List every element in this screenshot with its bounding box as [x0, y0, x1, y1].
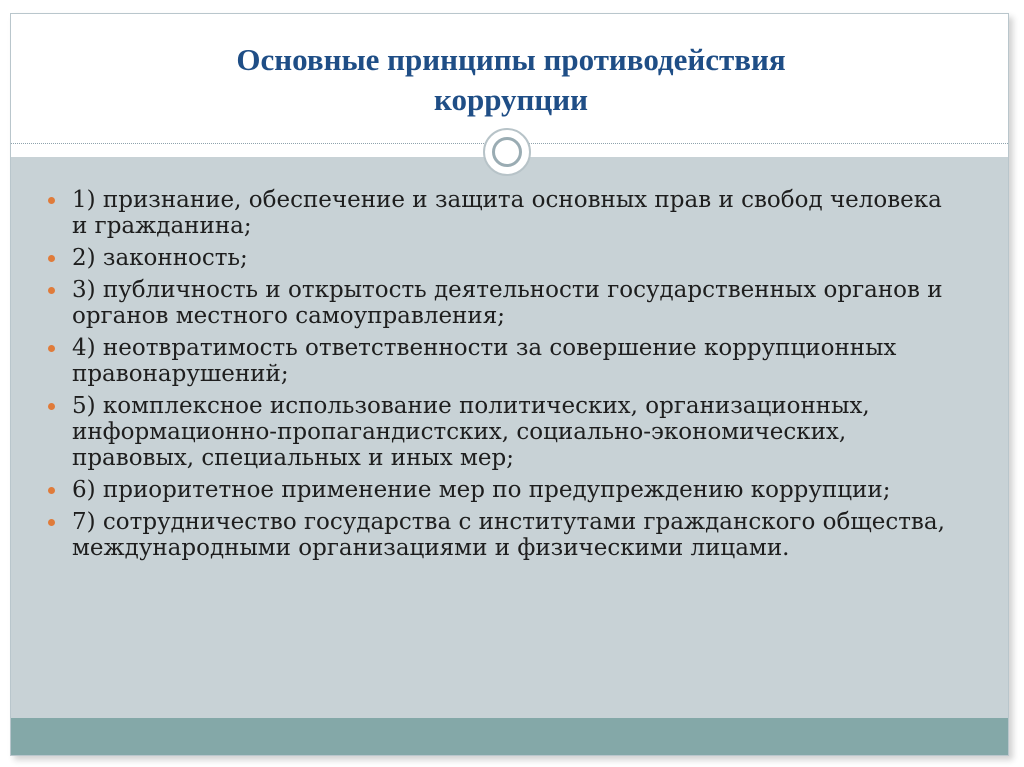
list-item [44, 477, 964, 503]
bullet-icon [48, 519, 55, 526]
list-item [44, 509, 964, 561]
slide-title-line-1: Основные принципы противодействия [236, 42, 786, 77]
list-item [44, 187, 964, 239]
slide-frame [10, 13, 1009, 756]
list-item-text: 6) приоритетное применение мер по предупреждению коррупции; [72, 477, 891, 503]
list-item-text: 2) законность; [72, 245, 248, 271]
bullet-icon [48, 197, 55, 204]
list-item-text: 5) комплексное использование политических, организационных, информационно-пропагандистских, социально-экономических, правовых, специальных и иных мер; [72, 393, 870, 471]
ring-ornament-inner [492, 137, 522, 167]
slide-title-line-2: коррупции [434, 82, 588, 117]
slide-title [71, 40, 951, 120]
bullet-icon [48, 345, 55, 352]
list-item [44, 335, 964, 387]
bullet-icon [48, 287, 55, 294]
bullet-icon [48, 487, 55, 494]
list-item-text: 1) признание, обеспечение и защита основных прав и свобод человека и гражданина; [72, 187, 942, 239]
list-item [44, 277, 964, 329]
list-item-text: 4) неотвратимость ответственности за совершение коррупционных правонарушений; [72, 335, 897, 387]
list-item [44, 393, 964, 471]
list-item-text: 7) сотрудничество государства с институтами гражданского общества, международными организациями и физическими лицами. [72, 509, 945, 561]
bullet-icon [48, 403, 55, 410]
list-item-text: 3) публичность и открытость деятельности государственных органов и органов местного самоуправления; [72, 277, 943, 329]
list-item [44, 245, 964, 271]
principles-list [44, 187, 964, 567]
ring-ornament-icon [483, 128, 531, 176]
slide-header [11, 14, 1008, 142]
footer-bar [11, 718, 1008, 755]
bullet-icon [48, 255, 55, 262]
